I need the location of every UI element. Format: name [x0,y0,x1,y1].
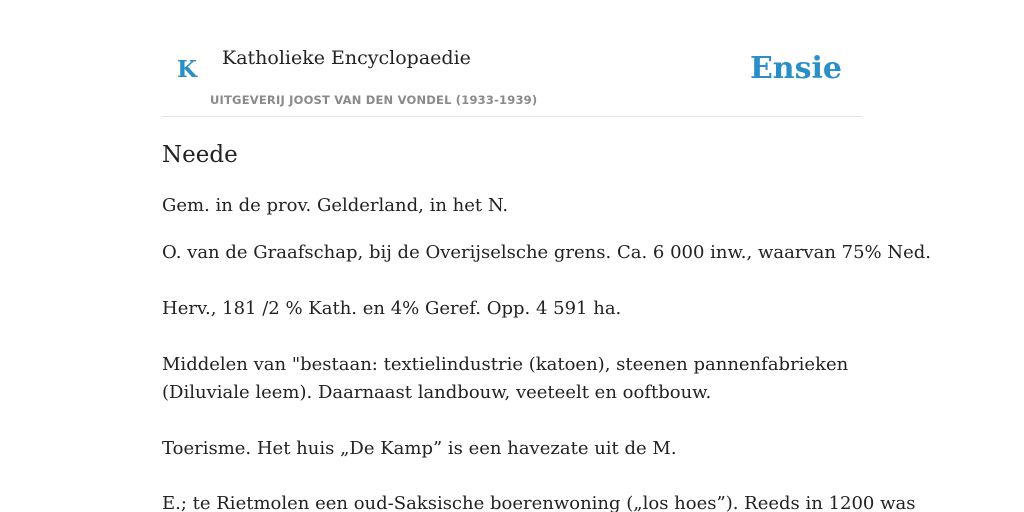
article [162,140,932,512]
paragraph-line: Middelen van "bestaan: textielindustrie (katoen), steenen pannenfabrieken [162,354,849,375]
article-paragraph: Gem. in de prov. Gelderland, in het N. [162,195,509,216]
paragraph-line: (Diluviale leem). Daarnaast landbouw, veeteelt en ooftbouw. [162,382,712,403]
article-paragraph [162,351,862,407]
article-paragraph: O. van de Graafschap, bij de Overijselsche grens. Ca. 6 000 inw., waarvan 75% Ned. [162,242,932,263]
article-paragraph: Herv., 181 /2 % Kath. en 4% Geref. Opp. 4 591 ha. [162,298,622,319]
site-title[interactable]: Katholieke Encyclopaedie [222,47,471,69]
site-header [162,0,862,117]
article-paragraph: Toerisme. Het huis „De Kamp” is een havezate uit de M. [162,438,677,459]
article-paragraph: E.; te Rietmolen een oud-Saksische boerenwoning („los hoes”). Reeds in 1200 was [162,493,916,512]
brand-logo[interactable]: Ensie [749,51,842,86]
logo-icon[interactable]: K [177,56,197,83]
page-title: Neede [162,142,238,168]
publisher-subtitle: UITGEVERIJ JOOST VAN DEN VONDEL (1933-1939) [210,93,538,107]
